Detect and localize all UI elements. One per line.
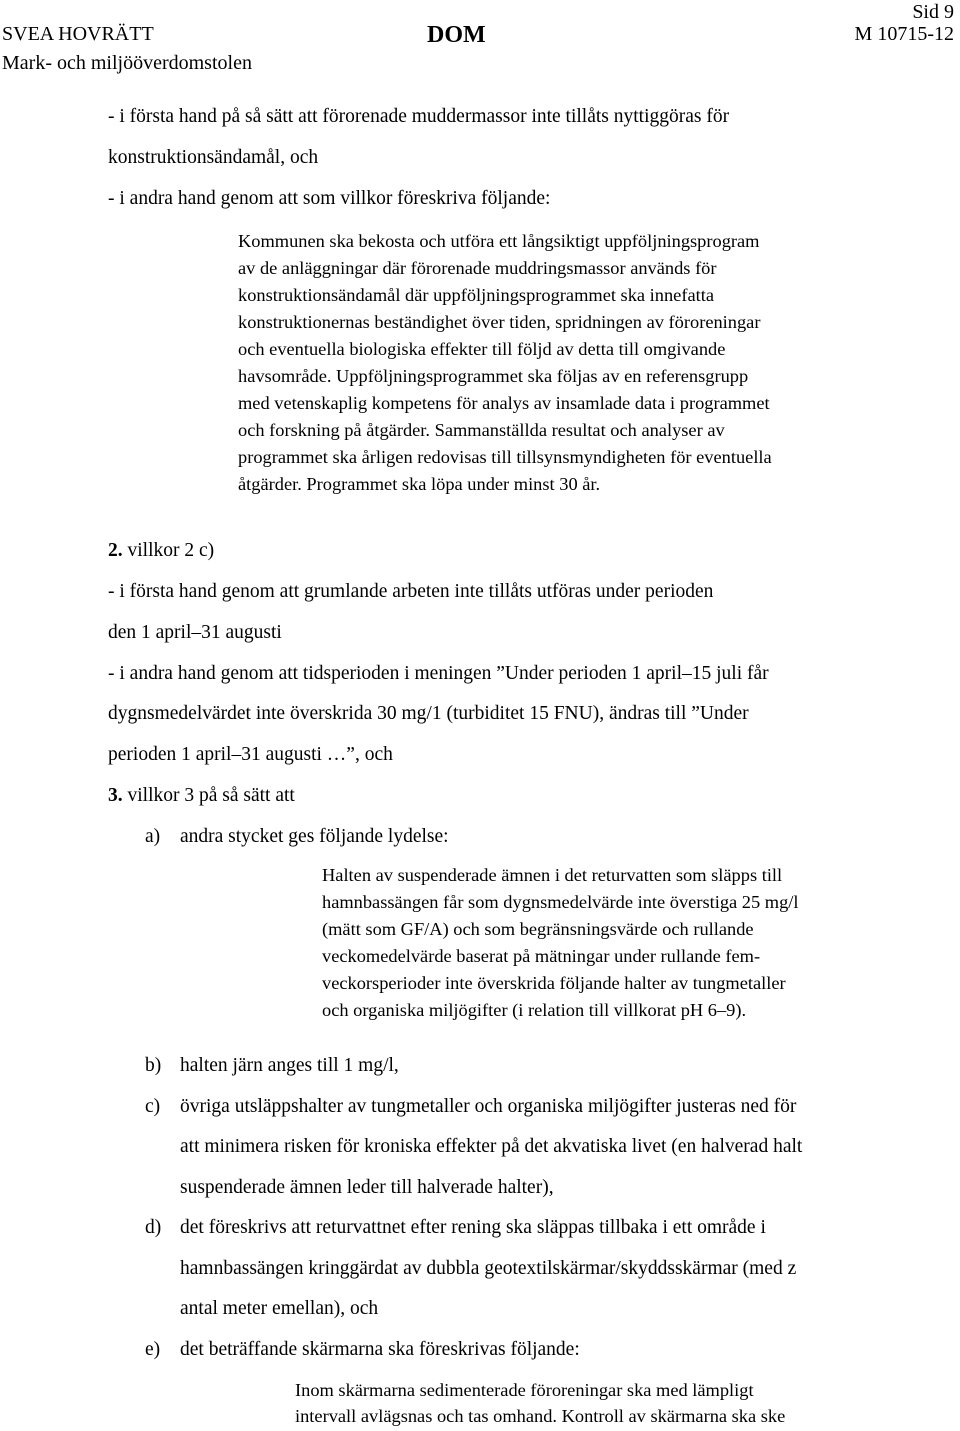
quote3-line: intervall avlägsnas och tas omhand. Kontroll av skärmarna ska ske [295,1406,786,1426]
quote2-line: hamnbassängen får som dygnsmedelvärde inte överstiga 25 mg/l [322,892,799,912]
quote2-line: Halten av suspenderade ämnen i det returvatten som släpps till [322,865,783,885]
item-c-line: suspenderade ämnen leder till halverade halter), [180,1177,554,1198]
section-2-title: villkor 2 c) [122,540,215,561]
quote1-line: och eventuella biologiska effekter till följd av detta till omgivande [238,339,726,359]
case-number: M 10715-12 [854,23,954,45]
section-2-line: den 1 april–31 augusti [108,622,282,643]
quote1-line: av de anläggningar där förorenade muddringsmassor används för [238,258,717,278]
section-3-heading [108,783,295,809]
item-d-line: antal meter emellan), och [180,1298,379,1319]
quote1-line: med vetenskaplig kompetens för analys av insamlade data i programmet [238,393,770,413]
item-d-line: hamnbassängen kringgärdat av dubbla geotextilskärmar/skyddsskärmar (med z [180,1258,797,1279]
document-type: DOM [427,22,486,48]
section-2-heading [108,538,214,564]
item-a-text: andra stycket ges följande lydelse: [180,826,449,847]
item-d-letter: d) [145,1217,162,1238]
section-3-number: 3. [108,785,123,806]
section-2-line: perioden 1 april–31 augusti …”, och [108,744,393,765]
section-2-number: 2. [108,540,123,561]
quote1-line: konstruktionernas beständighet över tiden, spridningen av föroreningar [238,312,761,332]
item-e-text: det beträffande skärmarna ska föreskrivas följande: [180,1339,580,1360]
quote1-line: programmet ska årligen redovisas till tillsynsmyndigheten för eventuella [238,447,772,467]
quote2-line: (mätt som GF/A) och som begränsningsvärde och rullande [322,919,754,939]
item-b-text: halten järn anges till 1 mg/l, [180,1055,399,1076]
item-b-letter: b) [145,1055,162,1076]
section-2-line: - i första hand genom att grumlande arbeten inte tillåts utföras under perioden [108,581,714,602]
quote3-line: Inom skärmarna sedimenterade föroreningar ska med lämpligt [295,1380,754,1400]
quote2-line: veckomedelvärde baserat på mätningar under rullande fem- [322,946,761,966]
item-e-letter: e) [145,1339,161,1360]
item-c-line: att minimera risken för kroniska effekter på det akvatiska livet (en halverad halt [180,1136,803,1157]
quote2-line: och organiska miljögifter (i relation till villkorat pH 6–9). [322,1000,747,1020]
item-a-letter: a) [145,826,161,847]
item-d-line: det föreskrivs att returvattnet efter rening ska släppas tillbaka i ett område i [180,1217,766,1238]
section-2-line: - i andra hand genom att tidsperioden i meningen ”Under perioden 1 april–15 juli får [108,663,769,684]
intro-line-3: - i andra hand genom att som villkor föreskriva följande: [108,188,551,209]
item-c-letter: c) [145,1096,161,1117]
quote1-line: konstruktionsändamål där uppföljningsprogrammet ska innefatta [238,285,715,305]
quote2-line: veckorsperioder inte överskrida följande halter av tungmetaller [322,973,786,993]
section-3-title: villkor 3 på så sätt att [122,785,295,806]
quote1-line: Kommunen ska bekosta och utföra ett långsiktigt uppföljningsprogram [238,231,760,251]
quote1-line: havsområde. Uppföljningsprogrammet ska följas av en referensgrupp [238,366,749,386]
court-name: SVEA HOVRÄTT [2,23,154,45]
section-2-line: dygnsmedelvärdet inte överskrida 30 mg/1 (turbiditet 15 FNU), ändras till ”Under [108,703,749,724]
court-subtitle: Mark- och miljööverdomstolen [2,52,252,74]
page-number: Sid 9 [912,1,954,23]
item-c-line: övriga utsläppshalter av tungmetaller och organiska miljögifter justeras ned för [180,1096,797,1117]
intro-line-1: - i första hand på så sätt att förorenade muddermassor inte tillåts nyttiggöras för [108,106,730,127]
intro-line-2: konstruktionsändamål, och [108,147,319,168]
quote1-line: åtgärder. Programmet ska löpa under minst 30 år. [238,474,601,494]
quote1-line: och forskning på åtgärder. Sammanställda resultat och analyser av [238,420,725,440]
